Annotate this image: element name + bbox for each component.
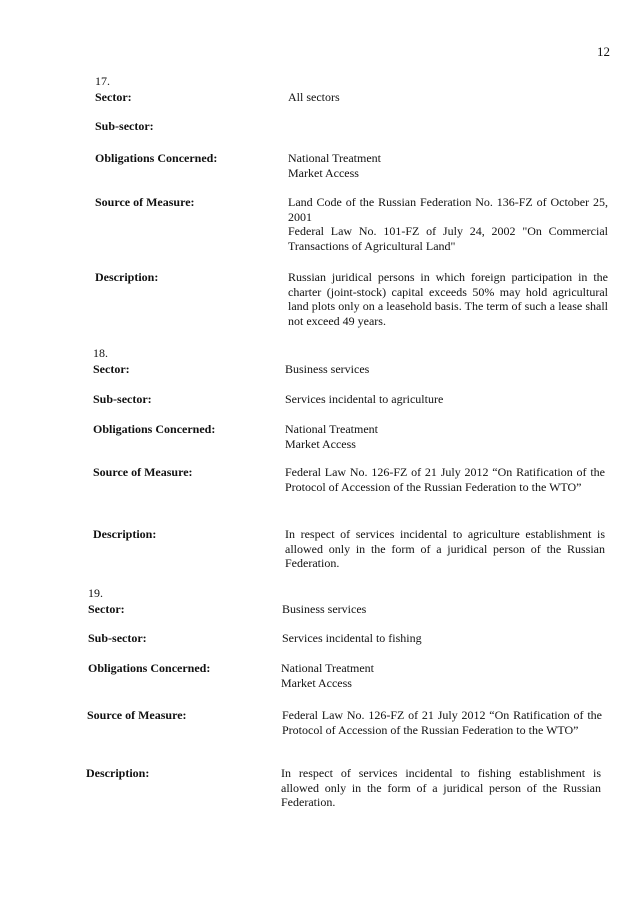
- source-value: [282, 708, 602, 737]
- source-label: Source of Measure:: [93, 465, 193, 479]
- source-item: Federal Law No. 126-FZ of 21 July 2012 “On Ratification of the Protocol of Accession of the Russian Federation to the WTO”: [282, 708, 602, 737]
- entry-number: 18.: [93, 346, 108, 360]
- source-value: [285, 465, 605, 494]
- obligation-item: Market Access: [288, 165, 359, 180]
- sector-label: Sector:: [93, 362, 130, 376]
- source-item: Federal Law No. 126-FZ of 21 July 2012 “On Ratification of the Protocol of Accession of the Russian Federation to the WTO”: [285, 465, 605, 494]
- obligation-item: Market Access: [285, 436, 356, 451]
- sector-value: All sectors: [288, 90, 340, 104]
- source-value: [288, 195, 608, 253]
- obligations-label: Obligations Concerned:: [88, 661, 211, 675]
- sector-value: Business services: [285, 362, 370, 376]
- description-label: Description:: [93, 527, 157, 541]
- sub-sector-label: Sub-sector:: [88, 631, 147, 645]
- source-label: Source of Measure:: [95, 195, 195, 209]
- obligation-item: National Treatment: [281, 661, 374, 675]
- obligations-label: Obligations Concerned:: [95, 151, 218, 165]
- obligation-item: Market Access: [281, 675, 352, 690]
- sub-sector-value: Services incidental to fishing: [282, 631, 422, 645]
- sub-sector-label: Sub-sector:: [93, 392, 152, 406]
- page-number: 12: [597, 44, 610, 59]
- description-label: Description:: [86, 766, 150, 780]
- sector-value: Business services: [282, 602, 367, 616]
- source-item: Federal Law No. 101-FZ of July 24, 2002 "On Commercial Transactions of Agricultural Land": [288, 224, 608, 253]
- obligation-item: National Treatment: [285, 422, 378, 436]
- obligations-value: [281, 661, 601, 690]
- sector-label: Sector:: [95, 90, 132, 104]
- description-value: In respect of services incidental to fishing establishment is allowed only in the form of a juridical person of the Russian Federation.: [281, 766, 601, 809]
- obligations-label: Obligations Concerned:: [93, 422, 216, 436]
- entry-number: 19.: [88, 586, 103, 600]
- source-item: Land Code of the Russian Federation No. 136-FZ of October 25, 2001: [288, 195, 608, 224]
- description-value: In respect of services incidental to agriculture establishment is allowed only in the form of a juridical person of the Russian Federation.: [285, 527, 605, 570]
- description-value: Russian juridical persons in which foreign participation in the charter (joint-stock) capital exceeds 50% may hold agricultural land plots only on a leasehold basis. The term of such a lease shall not exceed 49 years.: [288, 270, 608, 328]
- obligations-value: [285, 422, 605, 451]
- obligations-value: [288, 151, 608, 180]
- sector-label: Sector:: [88, 602, 125, 616]
- source-label: Source of Measure:: [87, 708, 187, 722]
- sub-sector-label: Sub-sector:: [95, 119, 154, 133]
- description-label: Description:: [95, 270, 159, 284]
- entry-number: 17.: [95, 74, 110, 88]
- sub-sector-value: Services incidental to agriculture: [285, 392, 444, 406]
- obligation-item: National Treatment: [288, 151, 381, 165]
